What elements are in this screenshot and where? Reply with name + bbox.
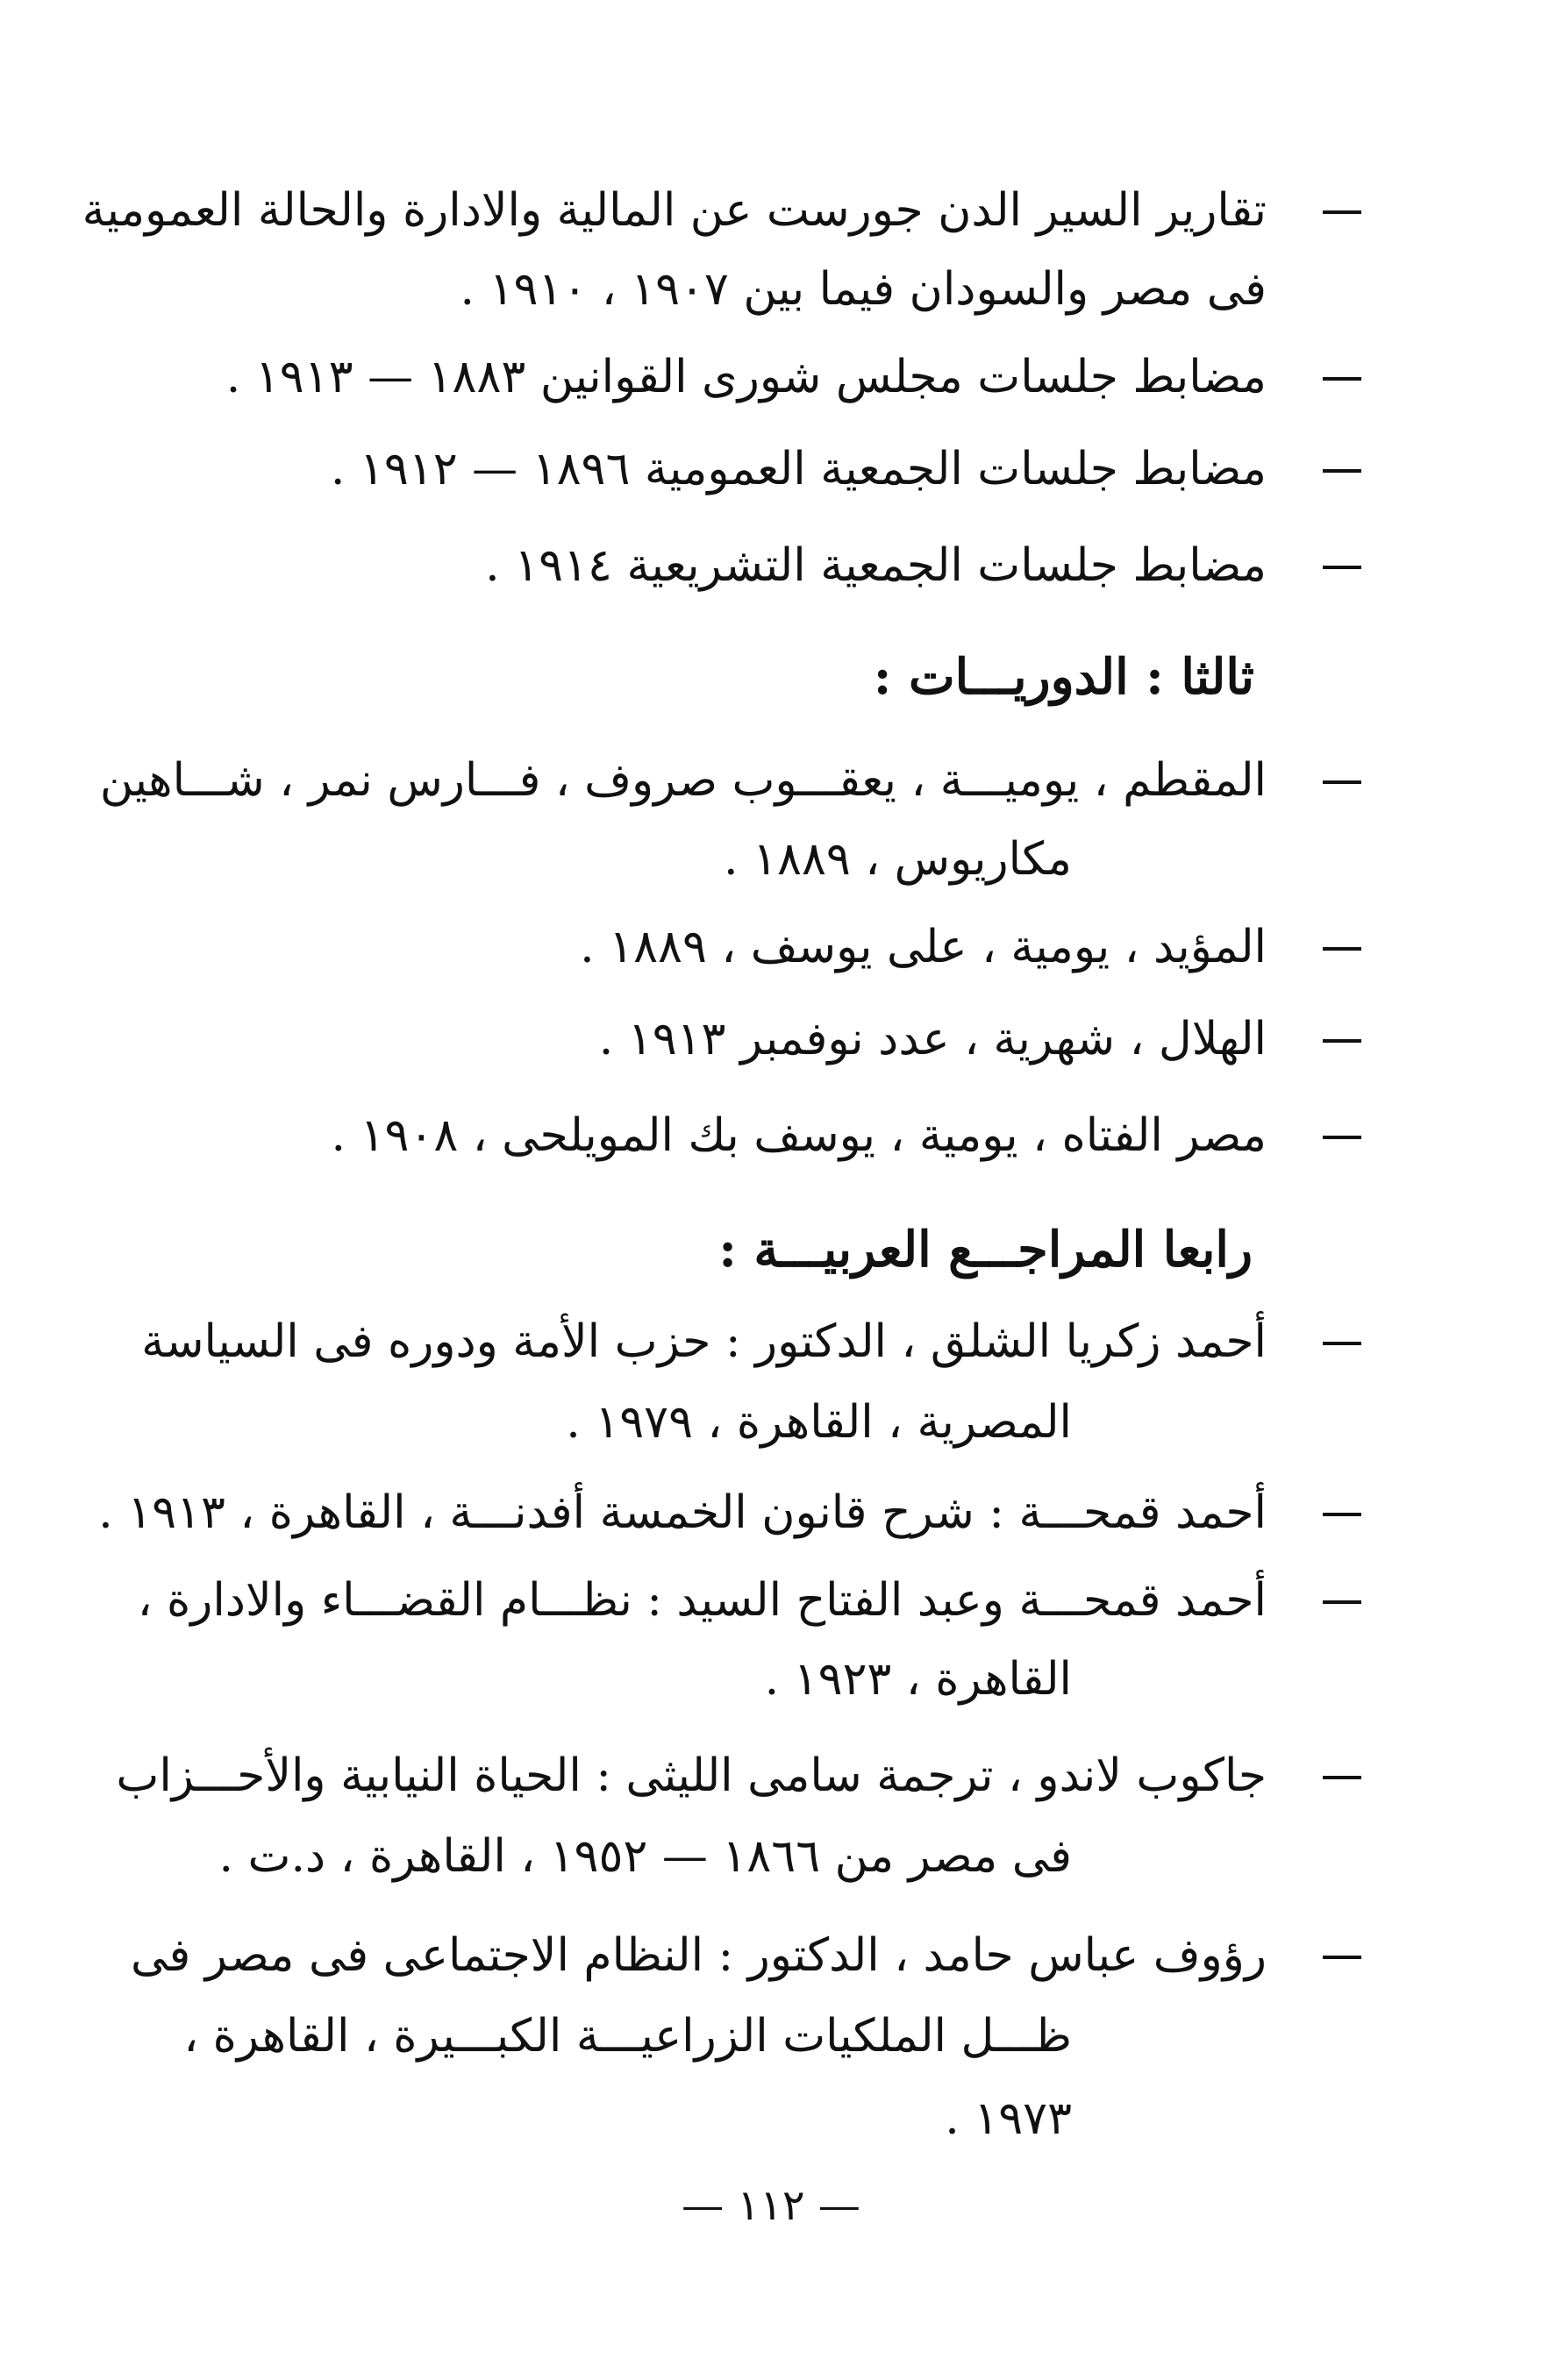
bullet-dash [1323,1600,1361,1604]
list-item [182,1101,1361,1179]
bullet-dash [1323,377,1361,381]
list-item [141,1307,1361,1456]
list-item [116,1741,1361,1890]
bullet-dash [1323,1956,1361,1959]
list-item-line: الهلال ، شهرية ، عدد نوفمبر ١٩١٣ . [598,1013,1267,1065]
list-item-line: فى مصر من ١٨٦٦ — ١٩٥٢ ، القاهرة ، د.ت . [218,1830,1072,1883]
list-item-line: جاكوب لاندو ، ترجمة سامى الليثى : الحياة النيابية والأحـــزاب [116,1749,1267,1802]
list-item [182,1004,1361,1083]
bullet-dash [1323,566,1361,569]
bullet-dash [1323,1136,1361,1139]
list-item-line: فى مصر والسودان فيما بين ١٩٠٧ ، ١٩١٠ . [460,263,1267,316]
bullet-dash [1323,780,1361,784]
list-item-line: أحمد قمحـــة وعبد الفتاح السيد : نظـــام القضـــاء والادارة ، [137,1574,1267,1627]
list-item [82,175,1361,316]
list-item-line: رؤوف عباس حامد ، الدكتور : النظام الاجتماعى فى مصر فى [131,1929,1267,1982]
list-item-line: مكاريوس ، ١٨٨٩ . [724,833,1072,886]
list-item-line: المؤيد ، يومية ، على يوسف ، ١٨٨٩ . [580,921,1267,973]
bullet-dash [1323,1342,1361,1345]
page-number: — ١١٢ — [682,2181,860,2230]
list-item [98,1478,1361,1557]
list-item-line: تقارير السير الدن جورست عن المالية والادارة والحالة العمومية [82,184,1267,237]
list-item-line: مصر الفتاه ، يومية ، يوسف بك المويلحى ، ١٩٠٨ . [331,1109,1267,1162]
list-item-line: المصرية ، القاهرة ، ١٩٧٩ . [566,1396,1072,1449]
list-item-line: القاهرة ، ١٩٢٣ . [764,1653,1072,1706]
list-item-line: المقطم ، يوميـــة ، يعقـــوب صروف ، فـــارس نمر ، شـــاهين [99,754,1267,807]
list-item [182,912,1361,991]
bullet-dash [1323,1513,1361,1516]
list-item-line: مضابط جلسات الجمعية التشريعية ١٩١٤ . [485,539,1267,592]
section-heading-arabic-references: رابعا المراجـــع العربيـــة : [718,1221,1253,1279]
list-item-line: مضابط جلسات الجمعية العمومية ١٨٩٦ — ١٩١٢ . [330,443,1267,495]
list-item-line: ١٩٧٣ . [945,2092,1072,2145]
list-item-line: أحمد زكريا الشلق ، الدكتور : حزب الأمة ودوره فى السياسة [141,1315,1267,1368]
bullet-dash [1323,469,1361,473]
list-item [137,1565,1361,1714]
list-item [182,531,1361,609]
list-item-line: أحمد قمحـــة : شرح قانون الخمسة أفدنـــة ، القاهرة ، ١٩١٣ . [98,1486,1267,1539]
list-item [99,745,1361,886]
bullet-dash [1323,947,1361,951]
bullet-dash [1323,1039,1361,1043]
list-item [182,342,1361,421]
section-heading-periodicals: ثالثا : الدوريـــات : [873,648,1254,706]
list-item-line: ظـــل الملكيات الزراعيـــة الكبـــيرة ، القاهرة ، [183,2010,1072,2063]
list-item [131,1920,1361,2157]
bullet-dash [1323,1776,1361,1779]
bullet-dash [1323,210,1361,214]
list-item [182,434,1361,513]
list-item-line: مضابط جلسات مجلس شورى القوانين ١٨٨٣ — ١٩١٣ . [225,351,1267,403]
